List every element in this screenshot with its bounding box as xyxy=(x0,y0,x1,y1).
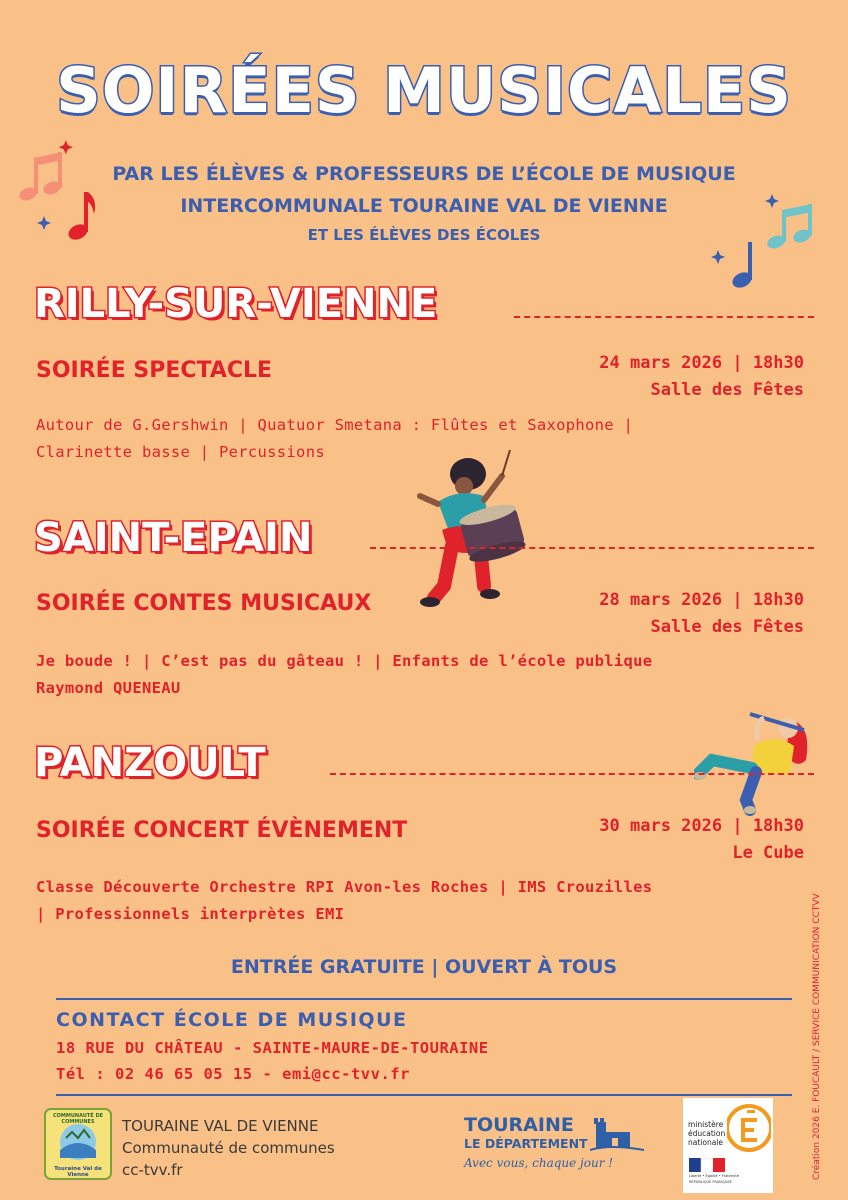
event-place: Salle des Fêtes xyxy=(650,617,804,637)
venue-title-rilly: RILLY-SUR-VIENNE xyxy=(34,281,438,327)
event-description-line-2: Raymond QUENEAU xyxy=(36,679,181,697)
drummer-illustration xyxy=(408,446,528,614)
divider-dashed xyxy=(330,773,814,775)
castle-icon xyxy=(590,1112,644,1156)
ttvv-url[interactable]: cc-tvv.fr xyxy=(122,1161,183,1179)
soiree-title: SOIRÉE SPECTACLE xyxy=(36,358,273,383)
event-date-block xyxy=(599,813,804,867)
event-description-line-1: Classe Découverte Orchestre RPI Avon-les Roches | IMS Crouzilles xyxy=(36,878,653,896)
contact-title: CONTACT ÉCOLE DE MUSIQUE xyxy=(56,1009,408,1031)
ttvv-logo xyxy=(44,1108,112,1180)
flute-player-illustration xyxy=(694,700,828,816)
event-description-line-1: Autour de G.Gershwin | Quatuor Smetana : Flûtes et Saxophone | xyxy=(36,416,634,434)
event-date: 28 mars 2026 | 18h30 xyxy=(599,590,804,610)
ministry-logo xyxy=(683,1098,773,1193)
credit-text: Création 2026 E. FOUCAULT / SERVICE COMMUNICATION CCTVV xyxy=(812,893,822,1180)
divider-solid xyxy=(56,1094,792,1096)
ttvv-logo-text-bottom: Touraine Val de Vienne xyxy=(54,1166,102,1178)
event-place: Le Cube xyxy=(732,843,804,863)
event-date: 24 mars 2026 | 18h30 xyxy=(599,353,804,373)
subtitle-line-1: PAR LES ÉLÈVES & PROFESSEURS DE L’ÉCOLE DE MUSIQUE xyxy=(112,163,736,185)
event-place: Salle des Fêtes xyxy=(650,380,804,400)
venue-title-saint-epain: SAINT-EPAIN xyxy=(34,515,313,561)
dept-logo-slogan: Avec vous, chaque jour ! xyxy=(464,1156,614,1170)
ministry-line-1: ministère xyxy=(688,1120,724,1129)
music-notes-right-icon xyxy=(708,190,818,290)
contact-address: 18 RUE DU CHÂTEAU - SAINTE-MAURE-DE-TOURAINE xyxy=(56,1039,489,1057)
event-description xyxy=(36,874,806,928)
divider-dashed xyxy=(370,547,814,549)
event-date-block xyxy=(599,350,804,404)
french-flag-icon xyxy=(689,1158,725,1172)
venue-title-panzoult: PANZOULT xyxy=(34,740,266,786)
event-date: 30 mars 2026 | 18h30 xyxy=(599,816,804,836)
ministry-line-2: éducation xyxy=(688,1129,726,1138)
event-description xyxy=(36,648,806,702)
free-entry-banner: ENTRÉE GRATUITE | OUVERT À TOUS xyxy=(230,956,618,978)
event-date-block xyxy=(599,587,804,641)
event-description-line-1: Je boude ! | C’est pas du gâteau ! | Enfants de l’école publique xyxy=(36,652,653,670)
education-e-icon xyxy=(727,1104,771,1154)
dept-logo-subtitle: LE DÉPARTEMENT xyxy=(464,1136,588,1151)
music-notes-left-icon xyxy=(14,136,104,246)
ttvv-subtitle: Communauté de communes xyxy=(122,1139,335,1157)
event-description-line-2: Clarinette basse | Percussions xyxy=(36,443,325,461)
ttvv-name: TOURAINE VAL DE VIENNE xyxy=(122,1117,319,1135)
contact-phone-email: Tél : 02 46 65 05 15 - emi@cc-tvv.fr xyxy=(56,1065,410,1083)
divider-solid xyxy=(56,998,792,1000)
subtitle-line-2: INTERCOMMUNALE TOURAINE VAL DE VIENNE xyxy=(180,195,668,217)
republic-name: RÉPUBLIQUE FRANÇAISE xyxy=(689,1180,732,1184)
soiree-title: SOIRÉE CONCERT ÉVÈNEMENT xyxy=(36,818,408,843)
ttvv-logo-text-top: COMMUNAUTÉ DE COMMUNES xyxy=(52,1113,104,1125)
republic-motto: Liberté • Égalité • Fraternité xyxy=(689,1174,739,1178)
page-title: SOIRÉES MUSICALES xyxy=(56,54,792,127)
event-description-line-2: | Professionnels interprètes EMI xyxy=(36,905,345,923)
dept-logo-name: TOURAINE xyxy=(464,1114,574,1136)
divider-dashed xyxy=(514,316,814,318)
soiree-title: SOIRÉE CONTES MUSICAUX xyxy=(36,591,372,616)
ministry-line-3: nationale xyxy=(688,1138,724,1147)
ministry-logo-text xyxy=(688,1120,725,1147)
subtitle-line-3: ET LES ÉLÈVES DES ÉCOLES xyxy=(307,226,541,244)
